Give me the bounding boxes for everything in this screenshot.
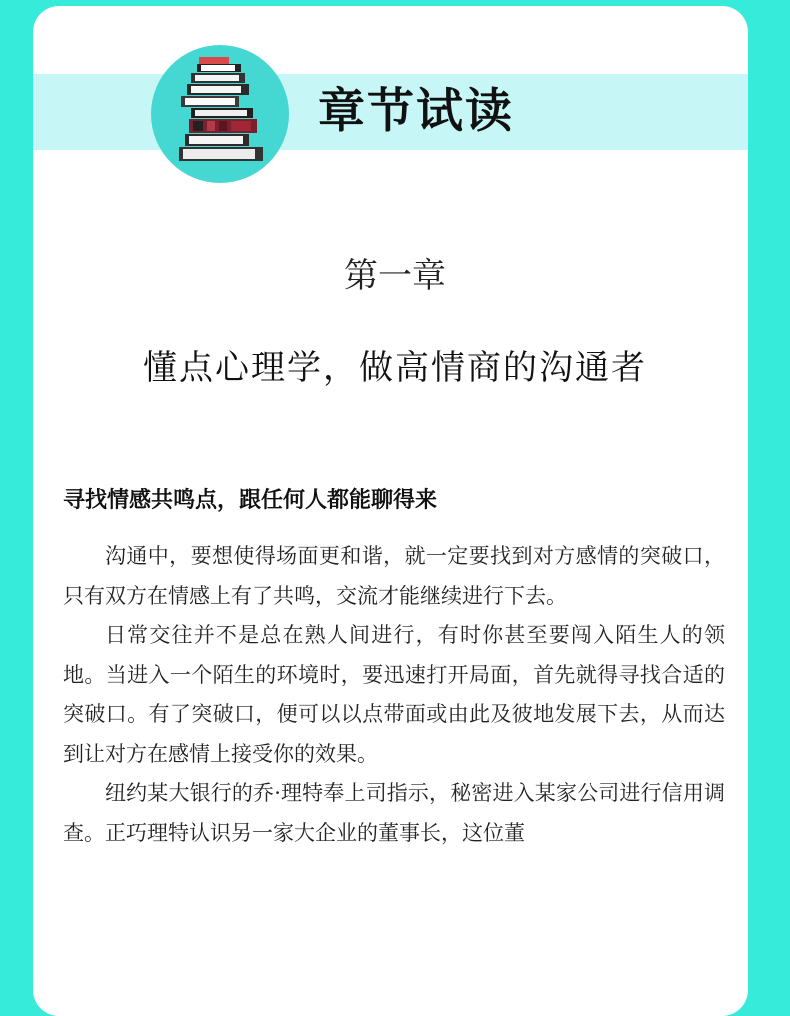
paragraph: 日常交往并不是总在熟人间进行，有时你甚至要闯入陌生人的领地。当进入一个陌生的环境时，要迅速打开局面，首先就得寻找合适的突破口。有了突破口，便可以以点带面或由此及彼地发展下去，从而达到让对方在感情上接受你的效果。 <box>63 623 725 766</box>
section-heading: 寻找情感共鸣点，跟任何人都能聊得来 <box>63 488 438 513</box>
body-text <box>63 537 725 853</box>
section-banner-title: 章节试读 <box>318 84 514 139</box>
paragraph: 沟通中，要想使得场面更和谐，就一定要找到对方感情的突破口，只有双方在情感上有了共鸣，交流才能继续进行下去。 <box>63 544 725 608</box>
book-stack-icon <box>151 45 289 183</box>
chapter-title: 懂点心理学，做高情商的沟通者 <box>143 348 647 388</box>
chapter-number: 第一章 <box>344 256 446 296</box>
paragraph: 纽约某大银行的乔·理特奉上司指示，秘密进入某家公司进行信用调查。正巧理特认识另一家大企业的董事长，这位董 <box>63 781 725 845</box>
